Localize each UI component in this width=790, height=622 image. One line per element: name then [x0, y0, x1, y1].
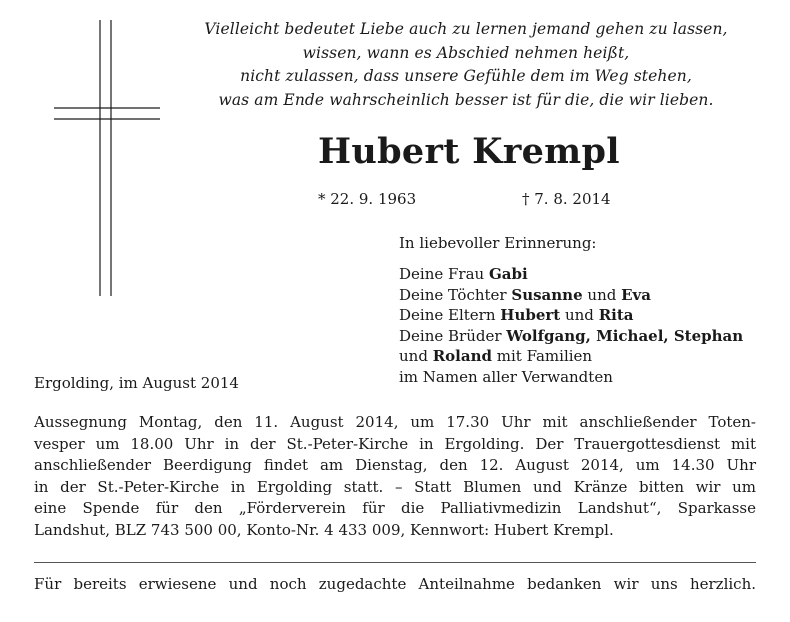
- service-line: in der St.-Peter-Kirche in Ergolding statt. – Statt Blumen und Kränze bitten wir um: [34, 477, 756, 496]
- mourner-line: [399, 346, 743, 367]
- place-date: Ergolding, im August 2014: [34, 374, 239, 392]
- divider: [34, 562, 756, 563]
- mourner-joiner: und: [582, 285, 622, 304]
- poem-line: was am Ende wahrscheinlich besser ist für die, die wir lieben.: [218, 90, 714, 109]
- mourner-name: Hubert: [500, 306, 561, 324]
- service-line: eine Spende für den „Förderverein für die Palliativmedizin Landshut“, Sparkasse: [34, 499, 756, 517]
- mourner-name: Wolfgang, Michael, Stephan: [506, 326, 744, 345]
- poem-line: nicht zulassen, dass unsere Gefühle dem im Weg stehen,: [240, 67, 692, 85]
- mourner-relation: Deine Frau: [399, 265, 489, 283]
- poem: [160, 18, 772, 112]
- mourner-relation: Deine Eltern: [399, 306, 501, 324]
- thanks-line: Für bereits erwiesene und noch zugedachte Anteilnahme bedanken wir uns herzlich.: [34, 575, 756, 593]
- mourner-name: Eva: [621, 285, 651, 304]
- service-details: [34, 412, 756, 541]
- birth-date: * 22. 9. 1963: [318, 190, 417, 208]
- mourner-relation: Deine Brüder: [399, 326, 507, 345]
- mourner-line: [399, 326, 743, 347]
- poem-line: Vielleicht bedeutet Liebe auch zu lernen jemand gehen zu lassen,: [204, 20, 728, 38]
- death-date: † 7. 8. 2014: [522, 190, 611, 208]
- deceased-name: Hubert Krempl: [318, 131, 620, 172]
- mourner-joiner: und: [560, 306, 599, 324]
- mourner-name: Rita: [598, 306, 634, 324]
- service-line: anschließender Beerdigung findet am Dienstag, den 12. August 2014, um 14.30 Uhr: [34, 456, 756, 474]
- mourner-name: Roland: [432, 347, 492, 365]
- service-line: Aussegnung Montag, den 11. August 2014, um 17.30 Uhr mit anschließender Toten-: [34, 413, 756, 431]
- mourner-line: [399, 264, 743, 285]
- service-line: Landshut, BLZ 743 500 00, Konto-Nr. 4 433 009, Kennwort: Hubert Krempl.: [34, 520, 614, 539]
- mourner-relation: Deine Töchter: [399, 285, 512, 304]
- memory-heading: In liebevoller Erinnerung:: [399, 234, 597, 252]
- mourner-line: [399, 305, 743, 326]
- mourners-list: [399, 264, 743, 387]
- mourner-line: [399, 285, 743, 306]
- poem-line: wissen, wann es Abschied nehmen heißt,: [302, 43, 630, 62]
- mourner-suffix: mit Familien: [492, 347, 593, 365]
- mourner-joiner: und: [399, 347, 433, 365]
- mourner-name: Gabi: [488, 265, 528, 283]
- cross-icon: [52, 18, 162, 298]
- mourner-line: im Namen aller Verwandten: [399, 367, 613, 386]
- service-line: vesper um 18.00 Uhr in der St.-Peter-Kirche in Ergolding. Der Trauergottesdienst mit: [34, 434, 756, 453]
- mourner-name: Susanne: [511, 285, 583, 304]
